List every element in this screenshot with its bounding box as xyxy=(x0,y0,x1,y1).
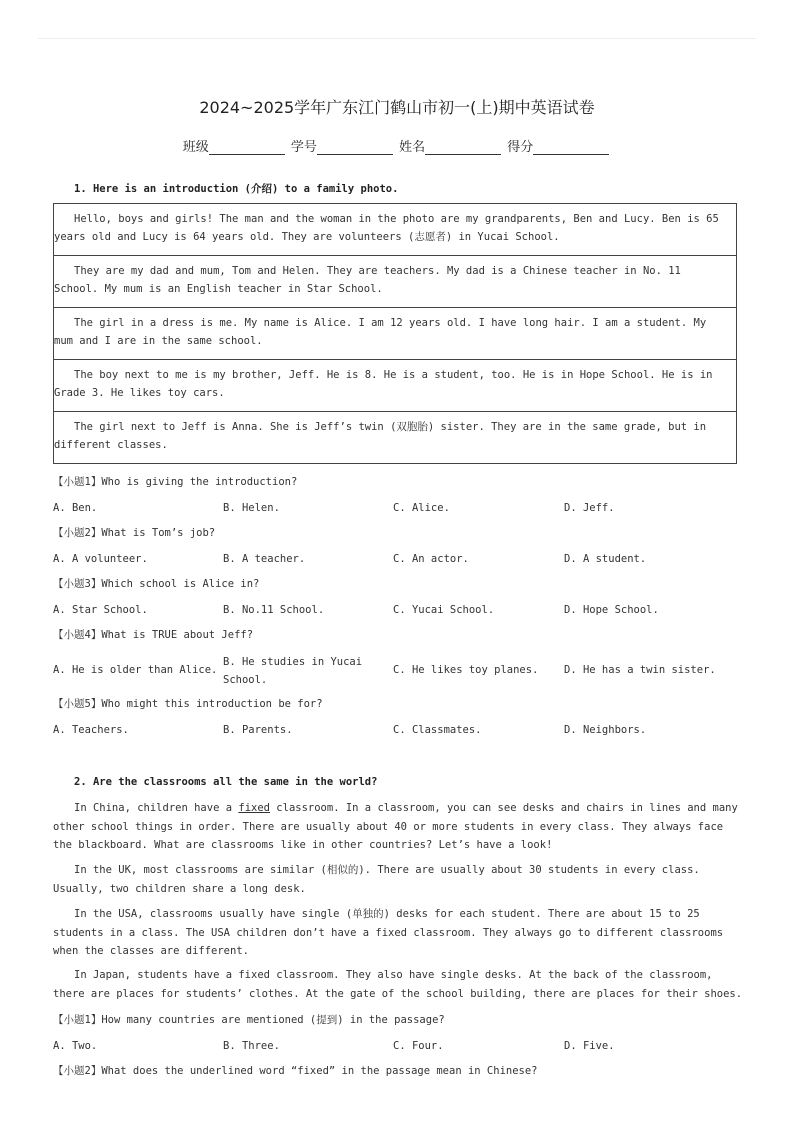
option-c[interactable]: C. Four. xyxy=(393,1040,444,1052)
option-b[interactable]: B. Three. xyxy=(223,1040,280,1052)
option-a[interactable]: A. Star School. xyxy=(53,604,148,616)
top-divider xyxy=(38,38,756,39)
option-a[interactable]: A. Ben. xyxy=(53,502,98,514)
score-field[interactable]: 得分 xyxy=(507,136,611,155)
q1-sub5: 【小题5】Who might this introduction be for? xyxy=(53,698,323,710)
q1-sub2: 【小题2】What is Tom’s job? xyxy=(53,527,216,539)
passage-paragraph: In the USA, classrooms usually have single (单独的) desks for each student. There are about 15 to 25 students in a class. The USA children don’t have a fixed classroom. They always go to different classrooms when the classes are different. xyxy=(53,908,724,957)
passage-paragraph: The boy next to me is my brother, Jeff. He is 8. He is a student, too. He is in Hope School. He is in Grade 3. He likes toy cars. xyxy=(54,359,736,411)
page-title: 2024~2025学年广东江门鹤山市初一(上)期中英语试卷 xyxy=(199,98,595,117)
option-d[interactable]: D. Five. xyxy=(564,1040,615,1052)
passage-paragraph: In China, children have a fixed classroom. In a classroom, you can see desks and chairs in lines and many other school things in order. There are usually about 40 or more students in every class. They always face the blackboard. What are classrooms like in other countries? Let’s have a look! xyxy=(53,802,738,851)
q2-heading: 2. Are the classrooms all the same in the world? xyxy=(74,776,378,788)
passage-paragraph: Hello, boys and girls! The man and the woman in the photo are my grandparents, Ben and Lucy. Ben is 65 years old and Lucy is 64 years old. They are volunteers (志愿者) in Yucai School. xyxy=(54,213,719,243)
option-c[interactable]: C. He likes toy planes. xyxy=(393,664,539,676)
passage-paragraph: The girl next to Jeff is Anna. She is Jeff’s twin (双胞胎) sister. They are in the same grade, but in different classes. xyxy=(54,411,736,463)
option-c[interactable]: C. An actor. xyxy=(393,553,469,565)
option-c[interactable]: C. Yucai School. xyxy=(393,604,495,616)
option-d[interactable]: D. Jeff. xyxy=(564,502,615,514)
option-a[interactable]: A. He is older than Alice. xyxy=(53,664,218,676)
underlined-word-fixed: fixed xyxy=(238,802,270,814)
student-number-field[interactable]: 学号 xyxy=(291,136,395,155)
option-d[interactable]: D. Hope School. xyxy=(564,604,659,616)
option-a[interactable]: A. Teachers. xyxy=(53,724,129,736)
q2-sub1: 【小题1】How many countries are mentioned (提到) in the passage? xyxy=(53,1014,445,1026)
passage-table xyxy=(53,203,737,464)
q1-sub3: 【小题3】Which school is Alice in? xyxy=(53,578,260,590)
option-b[interactable]: B. No.11 School. xyxy=(223,604,325,616)
option-b[interactable]: B. He studies in Yucai School. xyxy=(223,656,363,686)
q1-sub4: 【小题4】What is TRUE about Jeff? xyxy=(53,629,254,641)
name-field[interactable]: 姓名 xyxy=(399,136,503,155)
q1-heading: 1. Here is an introduction (介绍) to a family photo. xyxy=(74,183,399,195)
passage-paragraph: They are my dad and mum, Tom and Helen. They are teachers. My dad is a Chinese teacher in No. 11 School. My mum is an English teacher in Star School. xyxy=(54,255,736,307)
option-c[interactable]: C. Classmates. xyxy=(393,724,482,736)
student-info-fields xyxy=(0,136,794,155)
passage-paragraph: The girl in a dress is me. My name is Alice. I am 12 years old. I have long hair. I am a student. My mum and I are in the same school. xyxy=(54,307,736,359)
option-a[interactable]: A. Two. xyxy=(53,1040,98,1052)
option-a[interactable]: A. A volunteer. xyxy=(53,553,148,565)
class-field[interactable]: 班级 xyxy=(183,136,287,155)
option-d[interactable]: D. A student. xyxy=(564,553,647,565)
option-c[interactable]: C. Alice. xyxy=(393,502,450,514)
q1-sub1: 【小题1】Who is giving the introduction? xyxy=(53,476,298,488)
option-d[interactable]: D. Neighbors. xyxy=(564,724,647,736)
passage-paragraph: In Japan, students have a fixed classroom. They also have single desks. At the back of the classroom, there are places for students’ clothes. At the gate of the school building, there are places for their shoes. xyxy=(53,969,743,1000)
option-b[interactable]: B. Helen. xyxy=(223,502,280,514)
passage-paragraph: In the UK, most classrooms are similar (相似的). There are usually about 30 students in every class. Usually, two children share a long desk. xyxy=(53,864,700,895)
option-b[interactable]: B. Parents. xyxy=(223,724,293,736)
option-b[interactable]: B. A teacher. xyxy=(223,553,306,565)
q2-sub2: 【小题2】What does the underlined word “fixed” in the passage mean in Chinese? xyxy=(53,1065,538,1077)
option-d[interactable]: D. He has a twin sister. xyxy=(564,664,716,676)
